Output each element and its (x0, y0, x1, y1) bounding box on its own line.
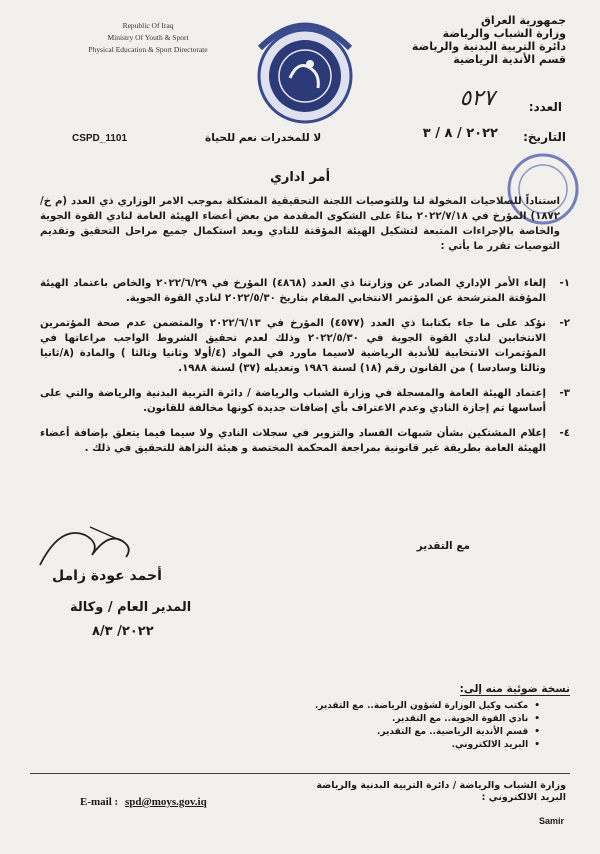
reference-number: ٥٢٧ (459, 86, 495, 111)
reference-date: ٢٠٢٢ / ٨ / ٣ (422, 126, 498, 141)
email-link[interactable]: spd@moys.gov.iq (124, 796, 207, 808)
footer-email (80, 796, 207, 808)
footer-user: Samir (538, 816, 564, 826)
item-text: نؤكد على ما جاء بكتابنا ذي العدد (٤٥٧٧) المؤرخ في ٢٠٢٢/٦/١٣ والمتضمن عدم صحة المؤتمرين الانتخابين لنادي القوة الجوية في ٢٠٢٢/٥/٣٠ وذلك لعدم تحقيق الشروط الواجب مراعاتها في المؤتمرات الانتخابية للأندية الرياضية لاسيما ماورد في المواد (٤/أولا وثانيا وثالثا ) والمادة (٨/ثانيا وثالثا وسادسا ) من القانون رقم (١٨) لسنة ١٩٨٦ وتعديله (٣٧) لسنة ١٩٨٨. (40, 318, 547, 374)
list-item: • نادي القوة الجوية.. مع التقدير. (240, 713, 540, 726)
footer-line-text: البريد الالكتروني : (481, 792, 566, 803)
item-number: ٣- (559, 388, 570, 399)
document-code: CSPD_1101 (72, 133, 128, 144)
signer-name: أحمد عودة زامل (52, 568, 162, 584)
email-label: E-mail : (80, 796, 119, 808)
list-item: • قسم الأندية الرياضية.. مع التقدير. (240, 726, 540, 739)
list-item: • البريد الالكتروني. (240, 739, 540, 752)
footer-line-text: وزارة الشباب والرياضة / دائرة التربية البدنية والرياضة (316, 780, 566, 791)
list-item (40, 386, 570, 416)
footer-address (306, 780, 566, 804)
list-item (40, 426, 570, 456)
list-item (40, 316, 570, 376)
arabic-header-line: وزارة الشباب والرياضة (442, 27, 566, 40)
signed-date: ٢٠٢٢/ ٨/٣ (92, 624, 154, 639)
decision-list (40, 276, 570, 466)
footer-divider (30, 773, 570, 774)
ministry-logo-icon (240, 8, 370, 128)
reference-date-label: التاريخ: (523, 130, 566, 144)
signer-role: المدير العام / وكالة (70, 600, 192, 615)
item-number: ٢- (559, 318, 570, 329)
english-letterhead (58, 20, 238, 56)
copies-title: نسخة ضوئية منه إلى: (459, 683, 570, 695)
item-number: ١- (559, 278, 570, 289)
list-item: • مكتب وكيل الوزارة لشؤون الرياضة.. مع التقدير. (240, 700, 540, 713)
regards-line: مع التقدير (416, 540, 470, 552)
item-text: إعلام المشتكين بشأن شبهات الفساد والتزوير في سجلات النادي ولا سيما فيما يتعلق بإضافة أعضاء الهيئة العامة بطريقة غير قانونية بمراجعة المحكمة المختصة و هيئة النزاهة للتحقيق في ذلك . (40, 428, 546, 454)
arabic-header-line: قسم الأندية الرياضية (453, 53, 566, 66)
arabic-letterhead (366, 14, 566, 66)
copies-list (240, 700, 540, 752)
intro-paragraph: استناداً للصلاحيات المخولة لنا وللتوصيات اللجنة التحقيقية المشكلة بموجب الامر الوزاري ذي العدد (م خ/١٨٧٢) المؤرخ في ٢٠٢٢/٧/١٨ بناءً على الشكوى المقدمة من بعض أعضاء الهيئة العامة لنادي القوة الجوية والخاصة بالإجراءات المتبعة لتشكيل الهيئة المؤقتة للنادي وبعد استكمال جميع مراحل التحقيق وتقديم التوصيات تقرر ما يأتي : (40, 196, 560, 252)
reference-number-label: العدد: (528, 100, 562, 114)
document-title: أمر اداري (269, 170, 331, 185)
arabic-header-line: جمهورية العراق (481, 14, 566, 27)
item-text: إلغاء الأمر الإداري الصادر عن وزارتنا ذي العدد (٤٨٦٨) المؤرخ في ٢٠٢٢/٦/٢٩ والخاص باعتماد الهيئة المؤقتة المترشحة عن المؤتمر الانتخابي المقام بتاريخ ٢٠٢٢/٥/٣٠ لنادي القوة الجوية. (40, 278, 546, 304)
handwritten-signature-icon (30, 505, 170, 575)
item-text: إعتماد الهيئة العامة والمسجلة في وزارة الشباب والرياضة / دائرة التربية البدنية والرياضة والتي على أساسها تم إجازة النادي وعدم الاعتراف بأي إضافات جديدة كونها مخالفة للقانون. (40, 388, 546, 414)
slogan: لا للمخدرات نعم للحياة (205, 132, 322, 144)
item-number: ٤- (559, 428, 570, 439)
english-header-line: Republic Of Iraq (122, 21, 174, 30)
list-item (40, 276, 570, 306)
arabic-header-line: دائرة التربية البدنية والرياضة (411, 40, 566, 53)
english-header-line: Physical Education & Sport Directorate (88, 45, 208, 54)
english-header-line: Ministry Of Youth & Sport (107, 33, 189, 42)
